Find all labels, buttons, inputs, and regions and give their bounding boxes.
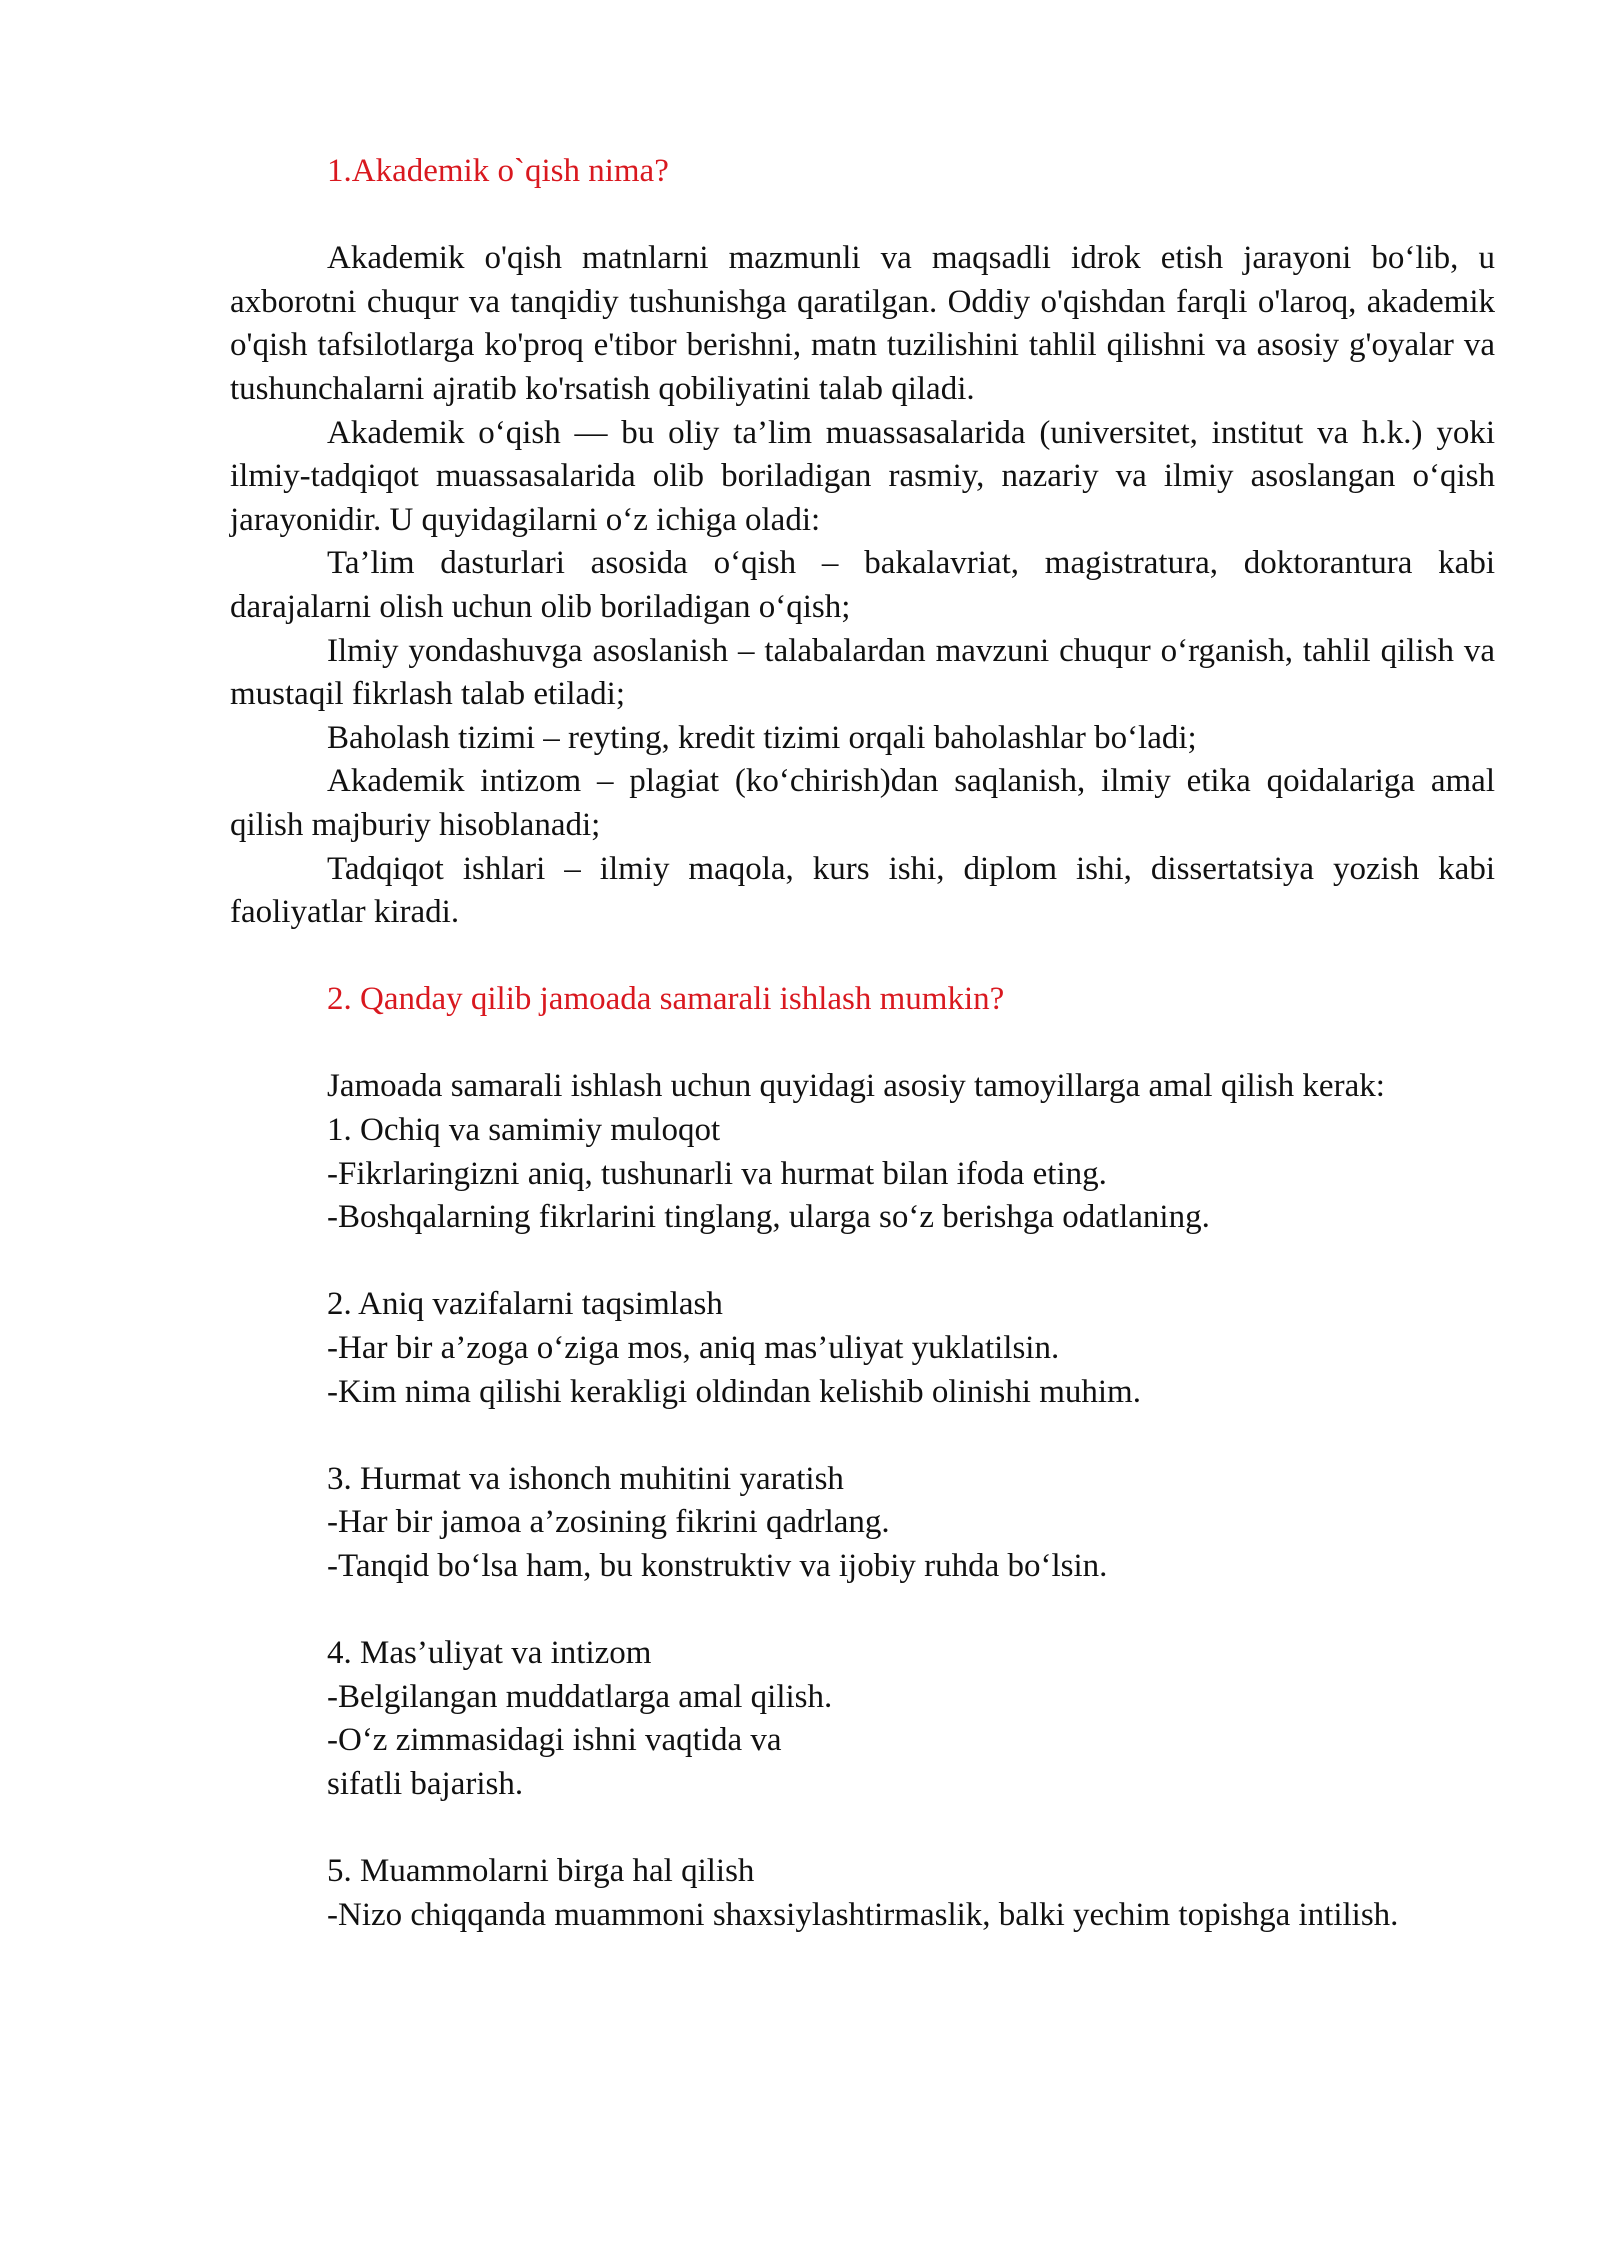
principle-point: -Tanqid bo‘lsa ham, bu konstruktiv va ijobiy ruhda bo‘lsin. (327, 1548, 1108, 1584)
principle-point: -O‘z zimmasidagi ishni vaqtida va (327, 1722, 782, 1759)
section1-heading: 1.Akademik o`qish nima? (327, 153, 669, 189)
principle-title: 2. Aniq vazifalarni taqsimlash (327, 1286, 723, 1323)
principle-point: -Har bir a’zoga o‘ziga mos, aniq mas’uliyat yuklatilsin. (327, 1330, 1060, 1367)
section1-paragraph: Akademik o‘qish — bu oliy ta’lim muassasalarida (universitet, institut va h.k.) yoki ilmiy-tadqiqot muassasalarida olib boriladigan rasmiy, nazariy va ilmiy asoslangan o‘qish jarayonidir. U quyidagilarni o‘z ichiga oladi: (230, 414, 1495, 538)
section1-paragraph: Akademik o'qish matnlarni mazmunli va maqsadli idrok etish jarayoni bo‘lib, u axborotni chuqur va tanqidiy tushunishga qaratilgan. Oddiy o'qishdan farqli o'laroq, akademik o'qish tafsilotlarga ko'proq e'tibor berishni, matn tuzilishini tahlil qilishni va asosiy g'oyalar va tushunchalarni ajratib ko'rsatish qobiliyatini talab qiladi. (230, 240, 1495, 407)
principle-point: -Nizo chiqqanda muammoni shaxsiylashtirmaslik, balki yechim topishga intilish. (327, 1896, 1399, 1933)
section1-paragraph: Baholash tizimi – reyting, kredit tizimi orqali baholashlar bo‘ladi; (327, 719, 1197, 756)
section2-heading: 2. Qanday qilib jamoada samarali ishlash mumkin? (327, 981, 1005, 1018)
section2-intro: Jamoada samarali ishlash uchun quyidagi asosiy tamoyillarga amal qilish kerak: (327, 1068, 1385, 1105)
principle-title: 1. Ochiq va samimiy muloqot (327, 1112, 721, 1149)
principle-point: -Fikrlaringizni aniq, tushunarli va hurmat bilan ifoda eting. (327, 1155, 1107, 1192)
spacer (230, 935, 1495, 979)
section1-paragraph: Ta’lim dasturlari asosida o‘qish – bakalavriat, magistratura, doktorantura kabi darajalarni olish uchun olib boriladigan o‘qish; (230, 545, 1495, 625)
principle-point: sifatli bajarish. (327, 1765, 524, 1802)
spacer (230, 194, 1495, 238)
section1-paragraph: Akademik intizom – plagiat (ko‘chirish)dan saqlanish, ilmiy etika qoidalariga amal qilish majburiy hisoblanadi; (230, 763, 1495, 843)
spacer (230, 1240, 1495, 1284)
principle-point: -Kim nima qilishi kerakligi oldindan kelishib olinishi muhim. (327, 1373, 1141, 1410)
section1-paragraph: Tadqiqot ishlari – ilmiy maqola, kurs ishi, diplom ishi, dissertatsiya yozish kabi faoliyatlar kiradi. (230, 850, 1495, 931)
principle-title: 4. Mas’uliyat va intizom (327, 1635, 652, 1672)
spacer (230, 1022, 1495, 1066)
spacer (230, 1807, 1495, 1851)
section1-paragraph: Ilmiy yondashuvga asoslanish – talabalardan mavzuni chuqur o‘rganish, tahlil qilish va mustaqil fikrlash talab etiladi; (230, 632, 1495, 713)
document-page (230, 150, 1495, 1937)
principle-point: -Belgilangan muddatlarga amal qilish. (327, 1678, 833, 1715)
spacer (230, 1589, 1495, 1633)
principle-title: 3. Hurmat va ishonch muhitini yaratish (327, 1460, 844, 1497)
principle-point: -Boshqalarning fikrlarini tinglang, ularga so‘z berishga odatlaning. (327, 1199, 1210, 1236)
spacer (230, 1414, 1495, 1458)
principle-title: 5. Muammolarni birga hal qilish (327, 1853, 755, 1890)
principle-point: -Har bir jamoa a’zosining fikrini qadrlang. (327, 1504, 890, 1541)
